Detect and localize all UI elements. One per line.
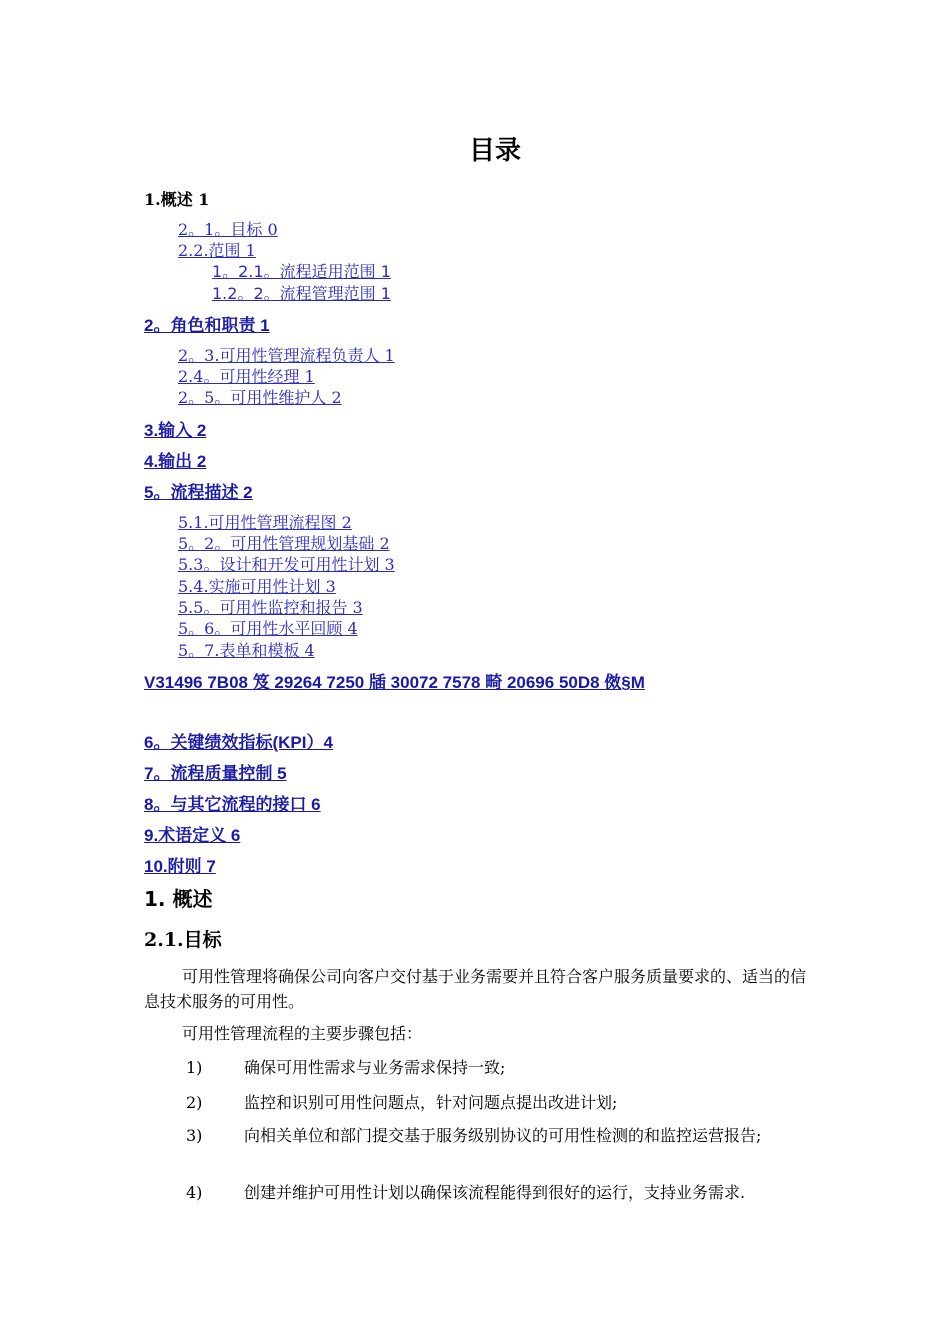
- toc-link-maintainer[interactable]: 2。5。可用性维护人 2: [178, 388, 342, 407]
- toc-link-quality-control[interactable]: 7。流程质量控制 5: [144, 764, 287, 783]
- step-text: 创建并维护可用性计划以确保该流程能得到很好的运行，支持业务需求.: [244, 1183, 746, 1202]
- toc-link-process-description[interactable]: 5。流程描述 2: [144, 483, 253, 502]
- toc-link-level-review[interactable]: 5。6。可用性水平回顾 4: [178, 619, 358, 638]
- toc-link-availability-manager[interactable]: 2.4。可用性经理 1: [178, 367, 315, 386]
- toc-link-goal[interactable]: 2。1。目标 0: [178, 220, 278, 239]
- toc-entry-overview: 1.概述 1: [144, 190, 210, 209]
- toc-link-scope[interactable]: 2.2.范围 1: [178, 241, 256, 260]
- step-number: 3): [186, 1126, 203, 1145]
- toc-link-monitoring-report[interactable]: 5.5。可用性监控和报告 3: [178, 598, 363, 617]
- step-text: 向相关单位和部门提交基于服务级别协议的可用性检测的和监控运营报告;: [244, 1126, 762, 1145]
- paragraph: 可用性管理将确保公司向客户交付基于业务需要并且符合客户服务质量要求的、适当的信息技术服务的可用性。: [144, 967, 807, 1011]
- toc-link-output[interactable]: 4.输出 2: [144, 452, 207, 471]
- toc-link-implement-plan[interactable]: 5.4.实施可用性计划 3: [178, 577, 336, 596]
- step-text: 确保可用性需求与业务需求保持一致;: [244, 1058, 506, 1077]
- toc-link-garbled-entry[interactable]: V31496 7B08 笈 29264 7250 牐 30072 7578 畸 20696 50D8 傚§M: [144, 673, 645, 692]
- toc-link-roles[interactable]: 2。角色和职责 1: [144, 316, 270, 335]
- step-number: 2): [186, 1093, 203, 1112]
- toc-link-design-plan[interactable]: 5.3。设计和开发可用性计划 3: [178, 555, 395, 574]
- step-text: 监控和识别可用性问题点，针对问题点提出改进计划;: [244, 1093, 618, 1112]
- toc-link-process-owner[interactable]: 2。3.可用性管理流程负责人 1: [178, 346, 395, 365]
- toc-link-applicable-scope[interactable]: 1。2.1。流程适用范围 1: [212, 262, 391, 281]
- toc-link-management-scope[interactable]: 1.2。2。流程管理范围 1: [212, 284, 391, 303]
- toc-link-forms-templates[interactable]: 5。7.表单和模板 4: [178, 641, 315, 660]
- toc-link-flowchart[interactable]: 5.1.可用性管理流程图 2: [178, 513, 352, 532]
- toc-link-kpi[interactable]: 6。关键绩效指标(KPI）4: [144, 733, 333, 752]
- paragraph: 可用性管理流程的主要步骤包括：: [182, 1024, 423, 1043]
- toc-link-input[interactable]: 3.输入 2: [144, 421, 207, 440]
- toc-link-interfaces[interactable]: 8。与其它流程的接口 6: [144, 795, 321, 814]
- toc-link-glossary[interactable]: 9.术语定义 6: [144, 826, 241, 845]
- step-number: 4): [186, 1183, 203, 1202]
- toc-link-appendix[interactable]: 10.附则 7: [144, 857, 216, 876]
- step-number: 1): [186, 1058, 203, 1077]
- section-heading: 1. 概述: [144, 887, 213, 911]
- toc-link-planning-basis[interactable]: 5。2。可用性管理规划基础 2: [178, 534, 390, 553]
- page-title: 目录: [468, 136, 521, 166]
- subsection-heading: 2.1.目标: [144, 929, 222, 951]
